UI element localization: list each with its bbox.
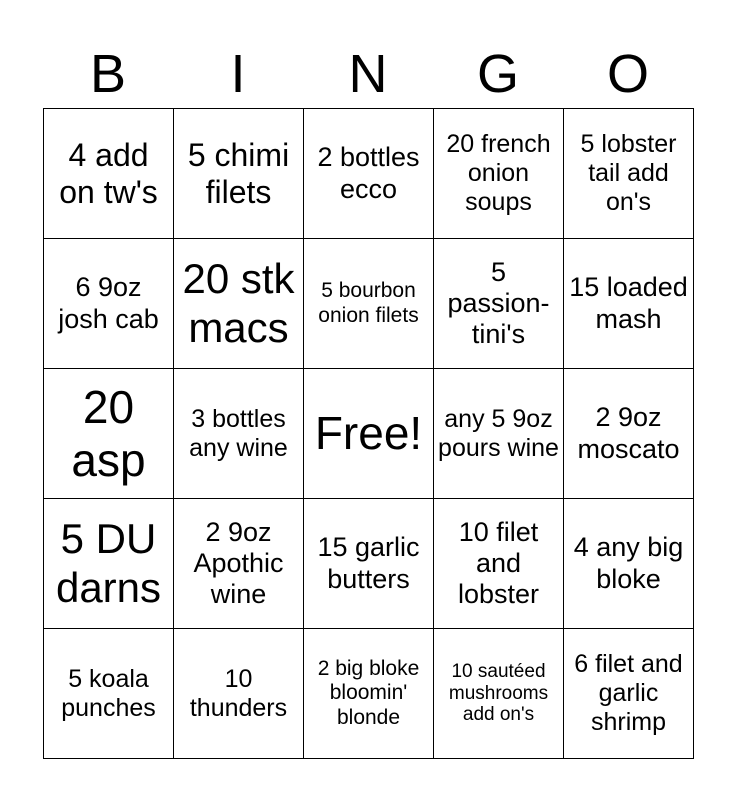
header-letter-g: G — [476, 44, 519, 104]
bingo-cell[interactable]: 10 thunders — [174, 629, 304, 759]
bingo-cell[interactable]: 20 stk macs — [174, 239, 304, 369]
bingo-cell[interactable]: 5 bourbon onion filets — [304, 239, 434, 369]
bingo-cell[interactable]: 2 9oz moscato — [564, 369, 694, 499]
header-letter-n: N — [348, 44, 388, 104]
bingo-cell[interactable]: 3 bottles any wine — [174, 369, 304, 499]
bingo-cell[interactable]: 4 any big bloke — [564, 499, 694, 629]
board-row — [44, 109, 694, 239]
board-row — [44, 629, 694, 759]
bingo-cell[interactable]: 20 french onion soups — [434, 109, 564, 239]
bingo-cell[interactable]: 4 add on tw's — [44, 109, 174, 239]
bingo-cell[interactable]: 6 9oz josh cab — [44, 239, 174, 369]
bingo-cell[interactable]: 2 bottles ecco — [304, 109, 434, 239]
bingo-cell[interactable]: 20 asp — [44, 369, 174, 499]
bingo-cell[interactable]: 5 lobster tail add on's — [564, 109, 694, 239]
bingo-cell[interactable]: 15 garlic butters — [304, 499, 434, 629]
bingo-cell[interactable]: 10 sautéed mushrooms add on's — [434, 629, 564, 759]
bingo-cell[interactable]: 5 DU darns — [44, 499, 174, 629]
free-cell[interactable]: Free! — [304, 369, 434, 499]
bingo-cell[interactable]: 10 filet and lobster — [434, 499, 564, 629]
header-letter-o: O — [606, 44, 649, 104]
bingo-cell[interactable]: 15 loaded mash — [564, 239, 694, 369]
board-row — [44, 369, 694, 499]
board-row — [44, 499, 694, 629]
bingo-cell[interactable]: 5 chimi filets — [174, 109, 304, 239]
header-letter-b: B — [89, 44, 127, 104]
header-letter-i: I — [230, 44, 246, 104]
bingo-cell[interactable]: 5 passion-tini's — [434, 239, 564, 369]
bingo-cell[interactable]: 5 koala punches — [44, 629, 174, 759]
bingo-cell[interactable]: 2 big bloke bloomin' blonde — [304, 629, 434, 759]
bingo-board — [43, 108, 694, 759]
bingo-cell[interactable]: 2 9oz Apothic wine — [174, 499, 304, 629]
board-row — [44, 239, 694, 369]
bingo-cell[interactable]: 6 filet and garlic shrimp — [564, 629, 694, 759]
bingo-header — [43, 40, 693, 108]
bingo-cell[interactable]: any 5 9oz pours wine — [434, 369, 564, 499]
